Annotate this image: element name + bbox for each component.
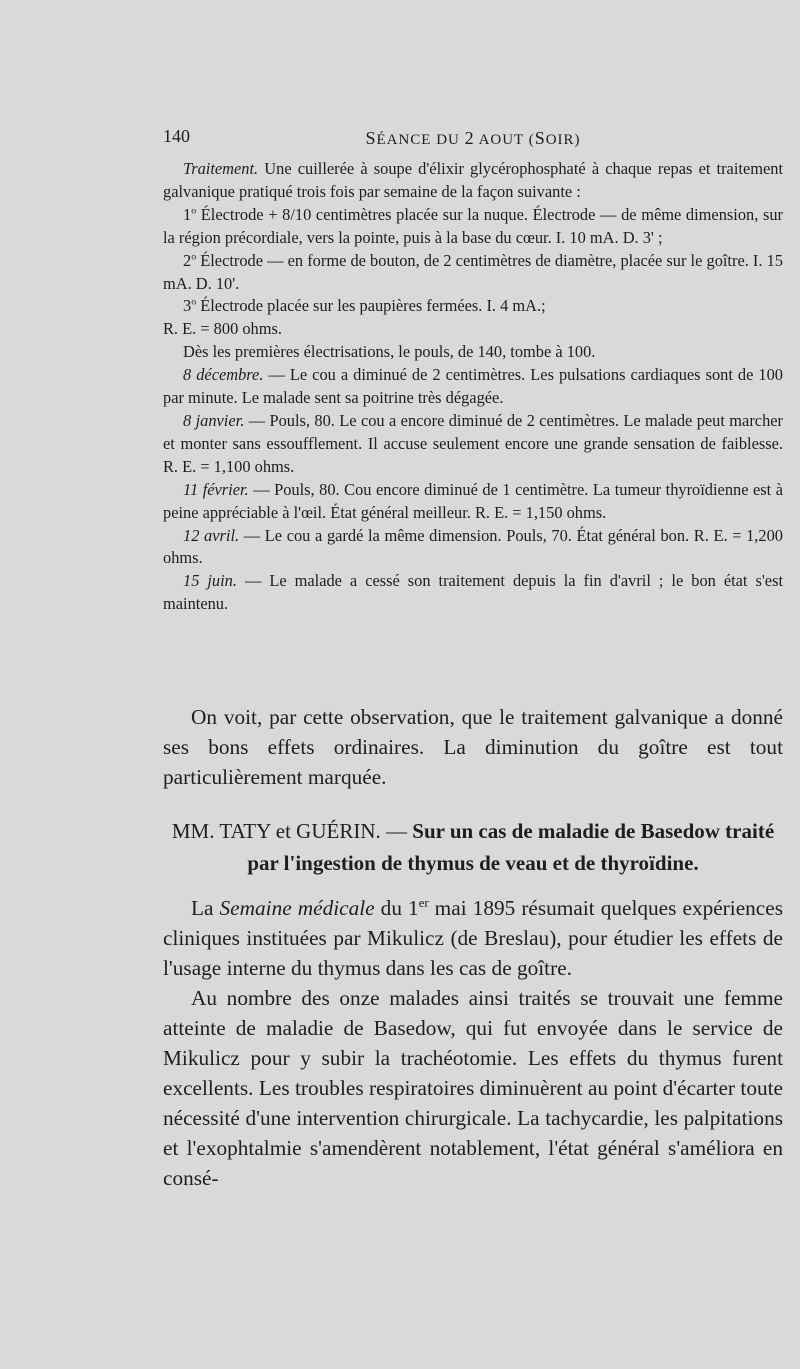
article-paragraph-2: Au nombre des onze malades ainsi traités se trouvait une femme atteinte de maladie de Basedow, qui fut envoyée dans le service de Mikulicz pour y subir la trachéotomie. Les effets du thymus furent excellents. Les troubles respiratoires diminuèrent au point d'écarter toute nécessité d'une intervention chirurgicale. La tachycardie, les palpitations et l'exophtalmie s'amendèrent notablement, l'état général s'améliora en consé- [163,986,783,1190]
first-sessions-paragraph: Dès les premières électrisations, le pouls, de 140, tombe à 100. [183,342,596,362]
article-authors: MM. TATY et GUÉRIN. [171,819,381,843]
conclusion-paragraph: On voit, par cette observation, que le traitement galvanique a donné ses bons effets ordinaires. La diminution du goître est tout particulièrement marquée. [163,705,783,789]
entry-december: 8 décembre. — Le cou a diminué de 2 centimètres. Les pulsations cardiaques sont de 100 par minute. Le malade sent sa poitrine très dégagée. [163,365,783,408]
article-paragraph-1: La Semaine médicale du 1er mai 1895 résumait quelques expériences cliniques instituées par Mikulicz (de Breslau), pour étudier les effets de l'usage interne du thymus dans les cas de goître. [163,895,783,980]
treatment-paragraph: Traitement. Une cuillerée à soupe d'élixir glycérophosphaté à chaque repas et traitement galvanique pratiqué trois fois par semaine de la façon suivante : [163,159,783,201]
resistance-line: R. E. = 800 ohms. [163,319,282,339]
entry-april: 12 avril. — Le cou a gardé la même dimension. Pouls, 70. État général bon. R. E. = 1,200 ohms. [163,525,783,568]
article-title: Sur un cas de maladie de Basedow traité par l'ingestion de thymus de veau et de thyroïdine. [247,819,775,875]
conclusion [163,702,783,792]
article-body [163,893,783,1193]
entry-june: 15 juin. — Le malade a cessé son traitement depuis la fin d'avril ; le bon état s'est maintenu. [163,571,784,614]
case-notes [163,158,783,616]
entry-january: 8 janvier. — Pouls, 80. Le cou a encore diminué de 2 centimètres. Le malade peut marcher et monter sans essoufflement. Il accuse seulement encore une grande sensation de faiblesse. R. E. = 1,100 ohms. [163,410,783,476]
entry-february: 11 février. — Pouls, 80. Cou encore diminué de 1 centimètre. La tumeur thyroïdienne est à peine appréciable à l'œil. État général meilleur. R. E. = 1,150 ohms. [163,479,783,522]
running-title: SÉANCE DU 2 AOUT (SOIR) [365,128,581,148]
page-header [163,126,783,150]
electrode-step-2: 2$^o$ Électrode — en forme de bouton, de 2 centimètres de diamètre, placée sur le goître. I. 15 mA. D. 10'. [163,250,783,293]
page-number: 140 [163,126,190,146]
electrode-step-1: 1$^o$ Électrode + 8/10 centimètres placée sur la nuque. Électrode — de même dimension, sur la région précordiale, vers la pointe, puis à la base du cœur. I. 10 mA. D. 3' ; [163,204,783,247]
article-heading: MM. TATY et GUÉRIN. — Sur un cas de maladie de Basedow traité par l'ingestion de thymus de veau et de thyroïdine. [171,819,775,875]
electrode-step-3: 3$^o$ Électrode placée sur les paupières fermées. I. 4 mA.; [183,296,546,316]
